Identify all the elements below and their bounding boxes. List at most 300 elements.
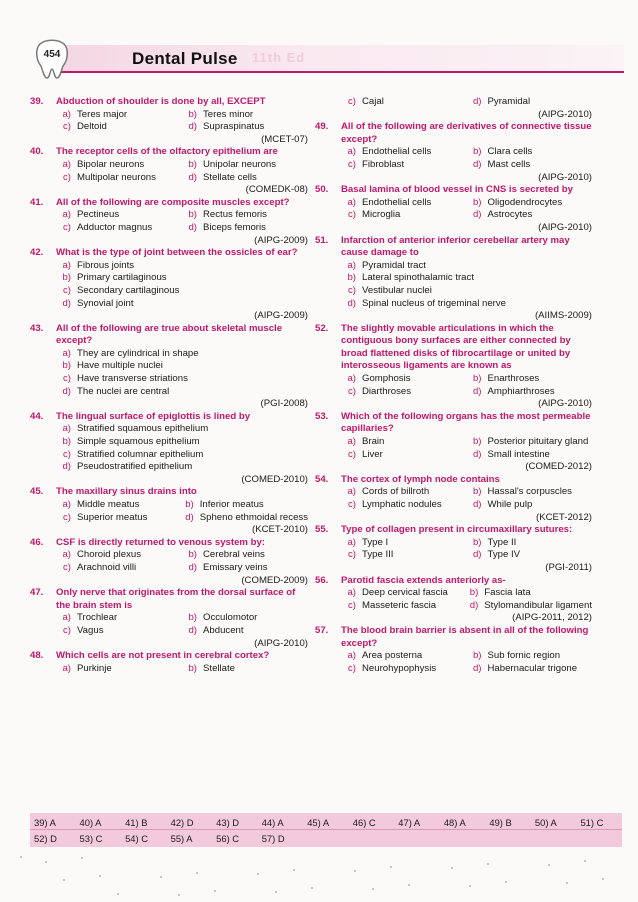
option-text: Type III — [362, 549, 394, 561]
options-list — [315, 260, 592, 310]
option-letter: d) — [469, 599, 479, 611]
header-ghost-text: 11th Ed — [252, 50, 306, 65]
question-text: Only nerve that originates from the dorsal surface of the brain stem is — [56, 587, 296, 611]
scan-speck — [372, 888, 374, 890]
answer-row-2 — [30, 830, 622, 846]
question-number: 43. — [30, 322, 44, 334]
question-text: The lingual surface of epiglottis is lined by — [56, 410, 251, 422]
option-text: Gomphosis — [362, 373, 411, 385]
answer-item: 46) C — [352, 816, 376, 828]
option-item — [56, 423, 308, 436]
option-letter: c) — [348, 96, 356, 107]
option-letter: d) — [472, 662, 482, 674]
option-text: Type I — [362, 536, 389, 548]
option-text: Middle meatus — [77, 499, 140, 510]
option-item — [463, 587, 592, 600]
option-letter: a) — [62, 347, 71, 359]
option-item — [182, 612, 308, 625]
scan-speck — [505, 881, 507, 883]
option-letter: d) — [62, 385, 71, 397]
question-block — [30, 323, 308, 411]
question-block — [30, 587, 308, 650]
scan-speck — [408, 884, 410, 886]
option-item — [341, 587, 463, 600]
answer-item: 43) D — [216, 816, 240, 828]
option-text: Endothelial cells — [362, 196, 432, 208]
question-source: (COMED-2009) — [241, 574, 308, 586]
question-source: (PGI-2008) — [260, 398, 308, 410]
options-list — [315, 436, 592, 461]
question-block — [315, 323, 592, 411]
options-list — [30, 549, 308, 574]
option-text: Spheno ethmoidal recess — [199, 511, 308, 523]
answer-item: 56) C — [216, 832, 240, 844]
option-letter: d) — [188, 221, 197, 233]
option-letter: d) — [188, 624, 197, 636]
option-letter: b) — [472, 486, 482, 498]
option-item — [341, 486, 467, 499]
option-item — [56, 109, 182, 122]
question-number: 54. — [315, 473, 329, 485]
question-block — [30, 146, 308, 196]
option-item — [56, 461, 308, 474]
option-item — [182, 159, 308, 172]
option-letter: a) — [62, 259, 71, 271]
option-letter: c) — [348, 448, 356, 460]
question-stem — [315, 411, 592, 436]
option-text: Lateral spinothalamic tract — [362, 272, 474, 284]
option-text: Area posterna — [362, 650, 423, 662]
option-item — [182, 121, 308, 134]
answer-key — [30, 813, 622, 847]
answer-item: 39) A — [34, 816, 56, 828]
option-text: Pseudostratified epithelium — [77, 461, 193, 473]
option-item — [467, 386, 593, 399]
answer-item: 47) A — [398, 816, 421, 828]
options-list — [315, 197, 592, 222]
question-block — [30, 486, 308, 536]
question-number: 52. — [315, 322, 329, 334]
option-letter: b) — [472, 196, 482, 208]
option-item — [341, 285, 592, 298]
option-letter: d) — [472, 158, 482, 170]
option-item — [341, 600, 463, 613]
options-list — [315, 96, 592, 109]
option-letter: a) — [62, 662, 71, 674]
options-list — [30, 109, 308, 134]
option-item — [341, 650, 467, 663]
option-letter: b) — [472, 373, 482, 385]
option-item — [56, 298, 308, 311]
option-item — [56, 172, 182, 185]
question-text: All of the following are composite muscles except? — [56, 196, 290, 208]
option-letter: a) — [347, 146, 356, 158]
option-text: Occulomotor — [203, 612, 258, 624]
options-list — [315, 537, 592, 562]
option-text: Rectus femoris — [203, 209, 267, 221]
question-stem — [30, 247, 308, 260]
question-text: What is the type of joint between the ossicles of ear? — [56, 247, 298, 259]
question-stem — [30, 197, 308, 210]
option-letter: a) — [62, 108, 71, 120]
option-item — [341, 549, 467, 562]
answer-row-1 — [30, 814, 622, 830]
answer-item: 53) C — [79, 832, 103, 844]
options-list — [315, 146, 592, 171]
option-letter: c) — [348, 158, 356, 170]
option-item — [467, 159, 593, 172]
option-item — [56, 285, 308, 298]
option-letter: d) — [472, 209, 482, 221]
question-number: 51. — [315, 234, 329, 246]
question-text: Basal lamina of blood vessel in CNS is secreted by — [341, 184, 573, 196]
option-letter: a) — [62, 423, 71, 435]
option-text: Clara cells — [487, 146, 533, 158]
option-item — [56, 549, 182, 562]
question-number: 40. — [30, 146, 44, 158]
option-text: Sub fornic region — [487, 650, 561, 662]
option-letter: b) — [472, 436, 482, 448]
option-letter: d) — [185, 511, 194, 523]
answer-item: 40) A — [79, 816, 102, 828]
option-letter: b) — [62, 360, 71, 372]
option-item — [341, 197, 467, 210]
option-text: Amphiarthroses — [487, 385, 555, 397]
question-block — [315, 121, 592, 184]
option-letter: c) — [348, 209, 356, 221]
option-text: Hassal's corpuscles — [487, 486, 572, 498]
option-text: Mast cells — [487, 158, 531, 170]
option-text: Secondary cartilaginous — [77, 284, 180, 296]
question-text: The receptor cells of the olfactory epithelium are — [56, 146, 278, 158]
question-number: 56. — [315, 574, 329, 586]
options-list — [315, 373, 592, 398]
option-letter: b) — [472, 650, 482, 662]
question-text: All of the following are true about skeletal muscle except? — [56, 322, 283, 347]
answer-item: 48) A — [443, 816, 466, 828]
option-letter: c) — [348, 499, 356, 510]
option-item — [182, 222, 308, 235]
question-number: 46. — [30, 536, 44, 548]
question-stem — [30, 587, 308, 612]
option-text: Biceps femoris — [203, 221, 266, 233]
scan-speck — [45, 861, 47, 863]
question-text: The slightly movable articulations in which the contiguous bony surfaces are either connected by broad flattened disks of fibrocartilage or united by interosseous ligaments are known as — [341, 322, 571, 372]
right-column — [315, 96, 592, 675]
option-item — [467, 449, 593, 462]
question-block — [315, 524, 592, 574]
option-item — [56, 360, 308, 373]
option-item — [182, 109, 308, 122]
option-text: Microglia — [362, 209, 401, 221]
answer-item: 45) A — [307, 816, 330, 828]
option-text: Have multiple nuclei — [77, 360, 163, 372]
option-item — [341, 386, 467, 399]
question-source: (AIPG-2009) — [254, 310, 308, 322]
scan-speck — [584, 860, 586, 862]
scan-speck — [548, 864, 550, 866]
option-text: Stellate — [203, 662, 235, 674]
left-column — [30, 96, 308, 675]
option-item — [341, 663, 467, 676]
option-letter: a) — [62, 209, 71, 221]
question-number: 49. — [315, 121, 329, 133]
option-letter: c) — [348, 599, 356, 611]
answer-item: 54) C — [125, 832, 148, 844]
question-number: 45. — [30, 486, 44, 498]
question-stem — [30, 323, 308, 348]
option-text: Lymphatic nodules — [362, 499, 442, 510]
question-source: (AIPG-2011, 2012) — [512, 612, 592, 624]
option-text: Supraspinatus — [203, 121, 265, 133]
question-source: (COMED-2010) — [241, 473, 308, 485]
option-letter: b) — [188, 158, 197, 170]
option-text: Abducent — [203, 624, 244, 636]
question-stem — [30, 537, 308, 550]
option-text: Vagus — [77, 624, 104, 636]
option-text: Oligodendrocytes — [487, 196, 563, 208]
question-block — [315, 625, 592, 675]
options-list — [30, 209, 308, 234]
option-item — [56, 121, 182, 134]
question-source: (MCET-07) — [261, 133, 308, 145]
options-list — [30, 612, 308, 637]
option-text: Teres minor — [203, 108, 254, 120]
option-letter: c) — [63, 448, 71, 460]
option-text: Emissary veins — [203, 561, 268, 573]
question-text: Which of the following organs has the most permeable capillaries? — [341, 410, 591, 435]
question-number: 39. — [30, 96, 44, 107]
option-text: Unipolar neurons — [203, 158, 277, 170]
option-text: Arachnoid villi — [77, 561, 137, 573]
option-letter: b) — [188, 209, 197, 221]
option-item — [463, 600, 592, 613]
option-text: Astrocytes — [487, 209, 533, 221]
option-letter: c) — [348, 385, 356, 397]
scan-speck — [214, 890, 216, 892]
question-text: Which cells are not present in cerebral cortex? — [56, 650, 270, 662]
option-item — [182, 562, 308, 575]
question-text: Parotid fascia extends anteriorly as- — [341, 574, 506, 586]
option-text: Type IV — [487, 549, 521, 561]
options-list — [30, 663, 308, 676]
question-number: 57. — [315, 624, 329, 636]
option-item — [56, 348, 308, 361]
option-text: Multipolar neurons — [77, 171, 156, 183]
option-text: Bipolar neurons — [77, 158, 145, 170]
option-text: Endothelial cells — [362, 146, 432, 158]
option-item — [56, 562, 182, 575]
option-item — [341, 298, 592, 311]
option-item — [341, 272, 592, 285]
option-text: Small intestine — [487, 448, 550, 460]
scan-speck — [20, 856, 22, 858]
option-item — [467, 650, 593, 663]
question-stem — [315, 474, 592, 487]
option-text: Cajal — [362, 96, 384, 107]
option-text: Neurohypophysis — [362, 662, 437, 674]
option-item — [56, 209, 182, 222]
question-stem — [315, 575, 592, 588]
answer-item: 52) D — [34, 832, 57, 844]
scan-speck — [602, 878, 604, 880]
question-source: (AIPG-2010) — [538, 398, 592, 410]
option-item — [467, 146, 593, 159]
option-letter: a) — [62, 612, 71, 624]
answer-item: 44) A — [261, 816, 284, 828]
question-block — [315, 474, 592, 524]
question-number: 44. — [30, 410, 44, 422]
question-stem — [315, 235, 592, 260]
question-number: 42. — [30, 247, 44, 259]
option-letter: c) — [63, 121, 71, 133]
option-letter: b) — [347, 272, 356, 284]
option-letter: b) — [185, 499, 194, 510]
question-number: 47. — [30, 587, 44, 599]
brand-title: Dental Pulse — [132, 49, 238, 68]
answer-item: 51) C — [580, 816, 604, 828]
option-text: Fibroblast — [362, 158, 405, 170]
option-letter: a) — [347, 536, 356, 548]
question-text: Type of collagen present in circumaxillary sutures: — [341, 524, 573, 536]
question-stem — [315, 323, 592, 373]
option-letter: b) — [469, 587, 479, 599]
question-stem — [30, 411, 308, 424]
option-text: Pyramidal — [487, 96, 531, 107]
question-source: (COMED-2012) — [525, 461, 592, 473]
question-stem — [30, 650, 308, 663]
option-letter: a) — [62, 499, 71, 510]
option-letter: b) — [62, 272, 71, 284]
option-letter: d) — [188, 171, 197, 183]
options-list — [315, 587, 592, 612]
option-text: Trochlear — [77, 612, 118, 624]
option-text: Inferior meatus — [199, 499, 264, 510]
answer-item: 49) B — [489, 816, 512, 828]
option-letter: b) — [188, 662, 197, 674]
option-item — [179, 499, 308, 512]
scan-speck — [117, 893, 119, 895]
option-letter: b) — [188, 549, 197, 561]
option-item — [467, 209, 593, 222]
option-text: Enarthroses — [487, 373, 540, 385]
option-item — [467, 197, 593, 210]
option-item — [56, 373, 308, 386]
option-text: Stylomandibular ligament — [484, 599, 592, 611]
option-text: Stratified columnar epithelium — [77, 448, 204, 460]
option-item — [56, 499, 179, 512]
option-item — [56, 663, 182, 676]
option-letter: c) — [63, 373, 71, 385]
question-source: (AIPG-2010) — [254, 637, 308, 649]
options-list — [30, 260, 308, 310]
option-item — [467, 537, 593, 550]
option-letter: b) — [188, 612, 197, 624]
question-text: The maxillary sinus drains into — [56, 486, 197, 498]
option-text: They are cylindrical in shape — [77, 347, 199, 359]
question-source: (AIPG-2010) — [538, 221, 592, 233]
option-letter: c) — [63, 171, 71, 183]
question-source: (KCET-2012) — [536, 511, 592, 523]
question-source: (AIPG-2010) — [538, 171, 592, 183]
question-text: The cortex of lymph node contains — [341, 473, 500, 485]
option-letter: a) — [347, 486, 356, 498]
option-item — [341, 436, 467, 449]
question-block — [315, 575, 592, 625]
option-letter: c) — [63, 561, 71, 573]
option-letter: c) — [63, 624, 71, 636]
question-text: The blood brain barrier is absent in all of the following except? — [341, 624, 589, 649]
question-block — [30, 96, 308, 146]
option-item — [341, 260, 592, 273]
option-text: Stellate cells — [203, 171, 257, 183]
option-text: Superior meatus — [77, 511, 148, 523]
option-text: Type II — [487, 536, 517, 548]
question-source: (AIPG-2009) — [254, 234, 308, 246]
option-letter: d) — [472, 499, 482, 510]
option-item — [182, 663, 308, 676]
question-stem — [315, 524, 592, 537]
question-source: (COMEDK-08) — [245, 184, 308, 196]
option-text: Synovial joint — [77, 297, 134, 309]
scan-speck — [81, 857, 83, 859]
question-block — [30, 197, 308, 247]
options-list — [30, 423, 308, 473]
question-number: 48. — [30, 650, 44, 662]
page-header — [14, 36, 624, 86]
answer-item: 41) B — [125, 816, 148, 828]
option-letter: a) — [62, 158, 71, 170]
option-letter: a) — [62, 549, 71, 561]
option-text: Spinal nucleus of trigeminal nerve — [362, 297, 506, 309]
option-letter: a) — [347, 259, 356, 271]
option-letter: b) — [472, 146, 482, 158]
scan-speck — [311, 887, 313, 889]
option-item — [341, 373, 467, 386]
question-source: (AIIMS-2009) — [534, 310, 592, 322]
scan-speck — [160, 876, 162, 878]
question-source: (AIPG-2010) — [538, 108, 592, 120]
option-item — [341, 146, 467, 159]
option-letter: c) — [348, 549, 356, 561]
option-letter: a) — [347, 587, 356, 599]
question-stem — [30, 96, 308, 109]
option-letter: d) — [472, 385, 482, 397]
option-item — [182, 549, 308, 562]
scan-speck — [566, 882, 568, 884]
option-item — [56, 436, 308, 449]
option-item — [467, 549, 593, 562]
option-letter: b) — [188, 108, 197, 120]
option-text: Brain — [362, 436, 385, 448]
option-item — [467, 499, 593, 512]
option-letter: d) — [472, 549, 482, 561]
option-letter: d) — [347, 297, 356, 309]
option-item — [182, 625, 308, 638]
option-letter: c) — [348, 662, 356, 674]
answer-item: 42) D — [170, 816, 194, 828]
option-item — [56, 625, 182, 638]
option-text: Fascia lata — [484, 587, 531, 599]
scan-speck — [178, 894, 180, 896]
option-text: Habernacular trigone — [487, 662, 578, 674]
option-letter: c) — [63, 284, 71, 296]
option-letter: d) — [188, 121, 197, 133]
question-block — [30, 411, 308, 487]
scan-speck — [196, 872, 198, 874]
option-text: Fibrous joints — [77, 259, 135, 271]
option-item — [341, 449, 467, 462]
